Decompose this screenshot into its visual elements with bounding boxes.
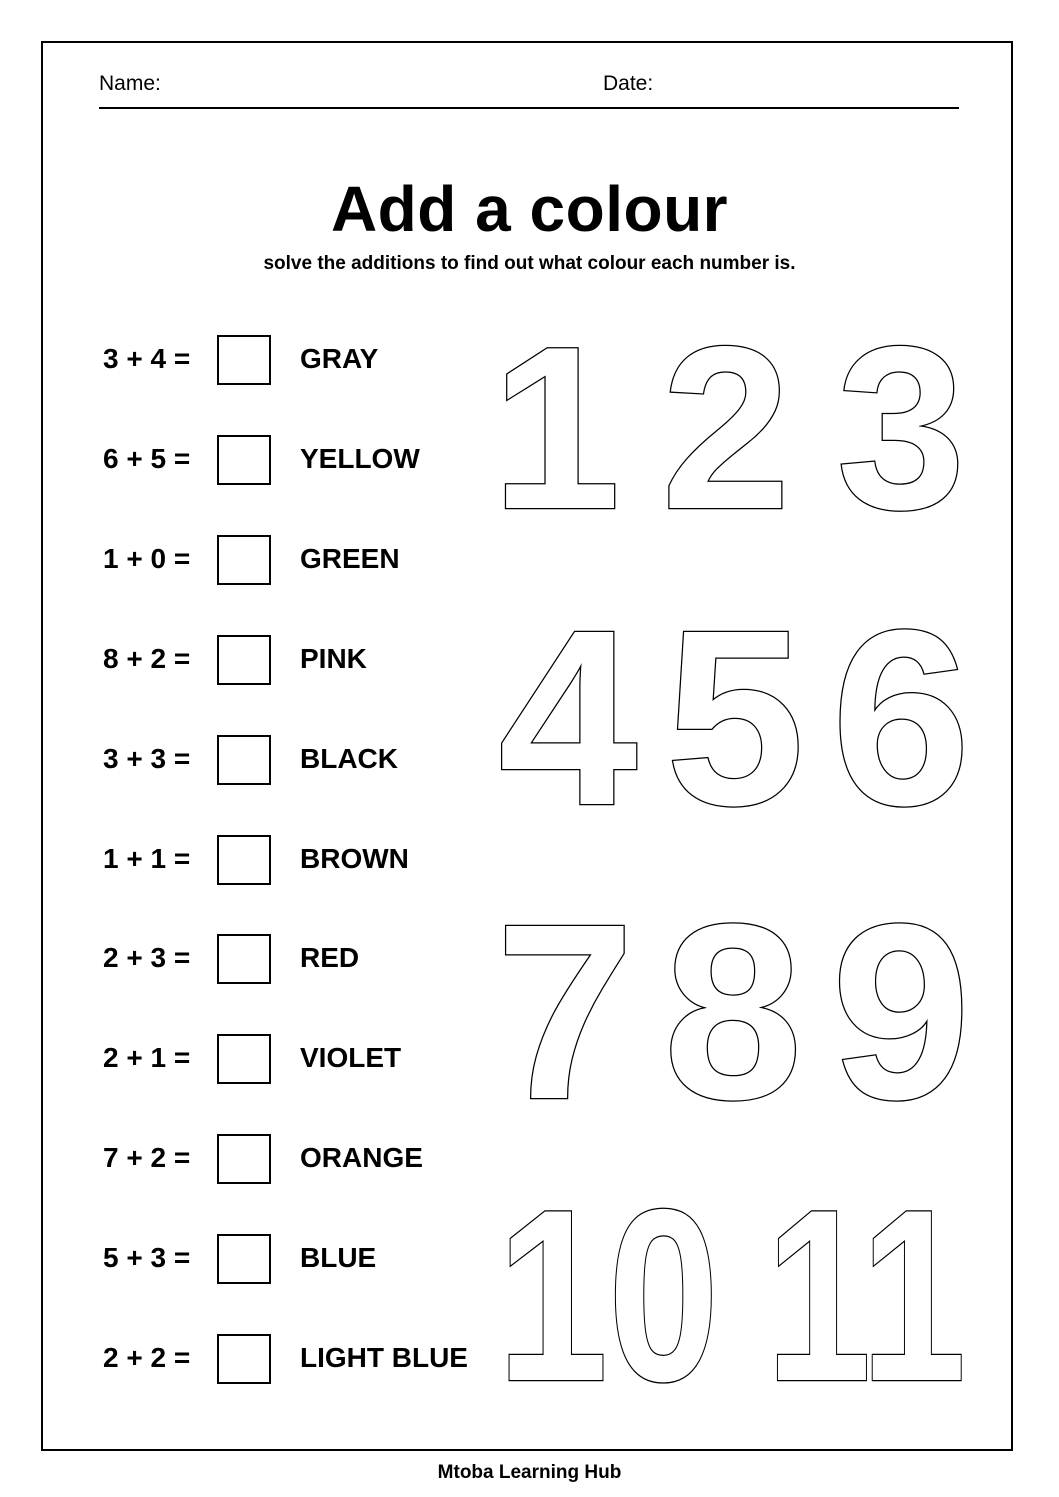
colour-label: GRAY (300, 343, 379, 374)
number-1-outline[interactable]: 1 (491, 299, 621, 558)
colour-label: YELLOW (300, 443, 420, 474)
instructions: solve the additions to find out what colour each number is. (263, 253, 796, 274)
colour-label: BLACK (300, 743, 398, 774)
colour-label: ORANGE (300, 1142, 423, 1173)
number-10-outline[interactable]: 10 (497, 1158, 719, 1432)
colour-label: BLUE (300, 1242, 377, 1273)
number-8-outline[interactable]: 8 (663, 872, 803, 1151)
date-label: Date: (603, 72, 654, 95)
colour-label: VIOLET (300, 1042, 402, 1073)
page-title: Add a colour (330, 173, 729, 245)
equation-text: 1 + 1 = (103, 843, 191, 874)
number-3-outline[interactable]: 3 (836, 299, 966, 558)
equation-text: 5 + 3 = (103, 1242, 191, 1273)
equation-text: 3 + 4 = (103, 343, 191, 374)
colour-label: GREEN (300, 543, 400, 574)
number-4-outline[interactable]: 4 (498, 578, 638, 857)
equation-text: 3 + 3 = (103, 743, 191, 774)
name-label: Name: (99, 72, 161, 95)
colour-label: RED (300, 942, 360, 973)
equation-text: 6 + 5 = (103, 443, 191, 474)
number-2-outline[interactable]: 2 (661, 299, 791, 558)
colour-label: PINK (300, 643, 367, 674)
colour-label: LIGHT BLUE (300, 1342, 468, 1373)
number-5-outline[interactable]: 5 (665, 578, 805, 857)
number-6-outline[interactable]: 6 (831, 578, 971, 857)
footer-credit: Mtoba Learning Hub (437, 1462, 622, 1483)
equation-text: 2 + 3 = (103, 942, 191, 973)
number-9-outline[interactable]: 9 (831, 872, 971, 1151)
colour-label: BROWN (300, 843, 409, 874)
number-7-outline[interactable]: 7 (495, 872, 635, 1151)
equation-text: 2 + 2 = (103, 1342, 191, 1373)
equation-text: 8 + 2 = (103, 643, 191, 674)
number-11-outline[interactable]: 11 (766, 1158, 966, 1432)
equation-text: 7 + 2 = (103, 1142, 191, 1173)
equation-text: 1 + 0 = (103, 543, 191, 574)
equation-text: 2 + 1 = (103, 1042, 191, 1073)
